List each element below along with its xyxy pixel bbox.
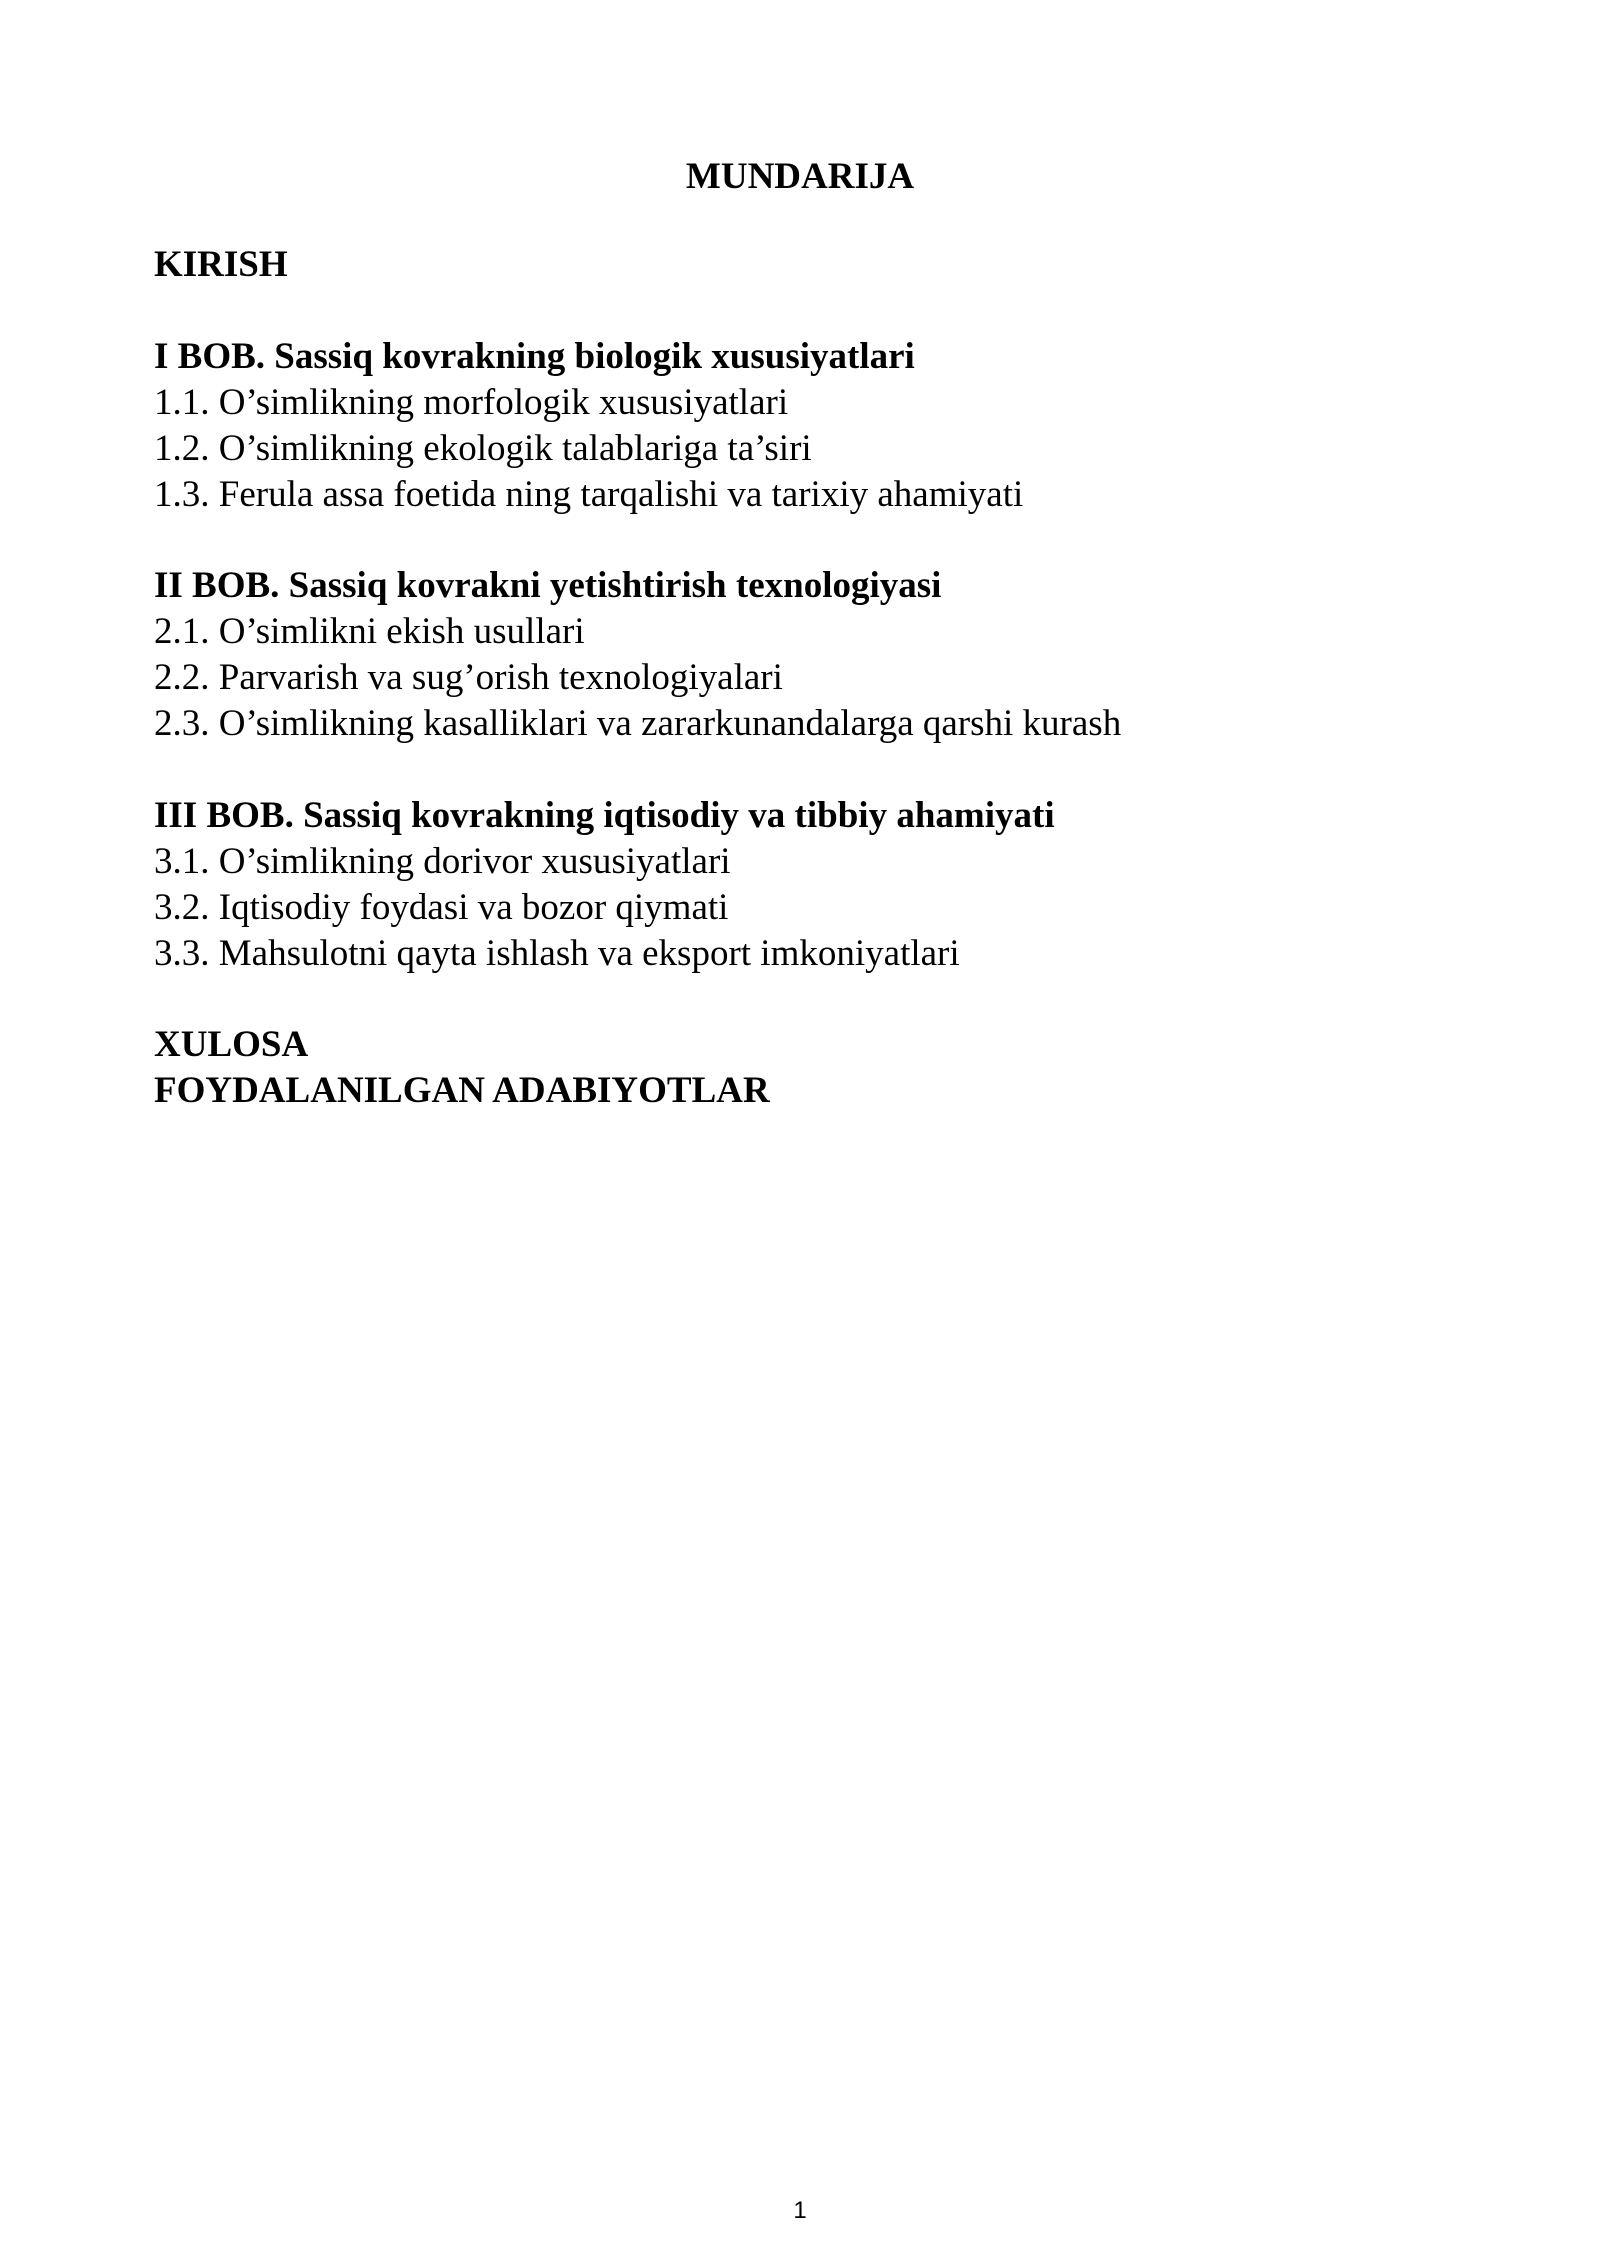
toc-section-3-3: 3.3. Mahsulotni qayta ishlash va eksport imkoniyatlari: [154, 933, 960, 974]
toc-section-3-2: 3.2. Iqtisodiy foydasi va bozor qiymati: [154, 887, 729, 928]
toc-section-2-2: 2.2. Parvarish va sug’orish texnologiyalari: [154, 657, 783, 698]
toc-section-1-2: 1.2. O’simlikning ekologik talablariga ta’siri: [154, 428, 812, 469]
toc-section-1-3: 1.3. Ferula assa foetida ning tarqalishi va tarixiy ahamiyati: [154, 474, 1024, 515]
toc-conclusion: XULOSA: [154, 1024, 309, 1065]
page-title: MUNDARIJA: [685, 156, 915, 197]
toc-section-3-1: 3.1. O’simlikning dorivor xususiyatlari: [154, 841, 731, 882]
toc-section-1-1: 1.1. O’simlikning morfologik xususiyatlari: [154, 382, 789, 423]
page-number: 1: [793, 2197, 807, 2224]
toc-chapter-1-heading: I BOB. Sassiq kovrakning biologik xususiyatlari: [154, 336, 915, 377]
toc-references: FOYDALANILGAN ADABIYOTLAR: [154, 1070, 770, 1111]
toc-chapter-3-heading: III BOB. Sassiq kovrakning iqtisodiy va tibbiy ahamiyati: [154, 795, 1055, 836]
toc-section-2-3: 2.3. O’simlikning kasalliklari va zararkunandalarga qarshi kurash: [154, 703, 1122, 744]
toc-chapter-2-heading: II BOB. Sassiq kovrakni yetishtirish texnologiyasi: [154, 565, 942, 606]
toc-introduction: KIRISH: [154, 244, 288, 285]
toc-section-2-1: 2.1. O’simlikni ekish usullari: [154, 611, 585, 652]
